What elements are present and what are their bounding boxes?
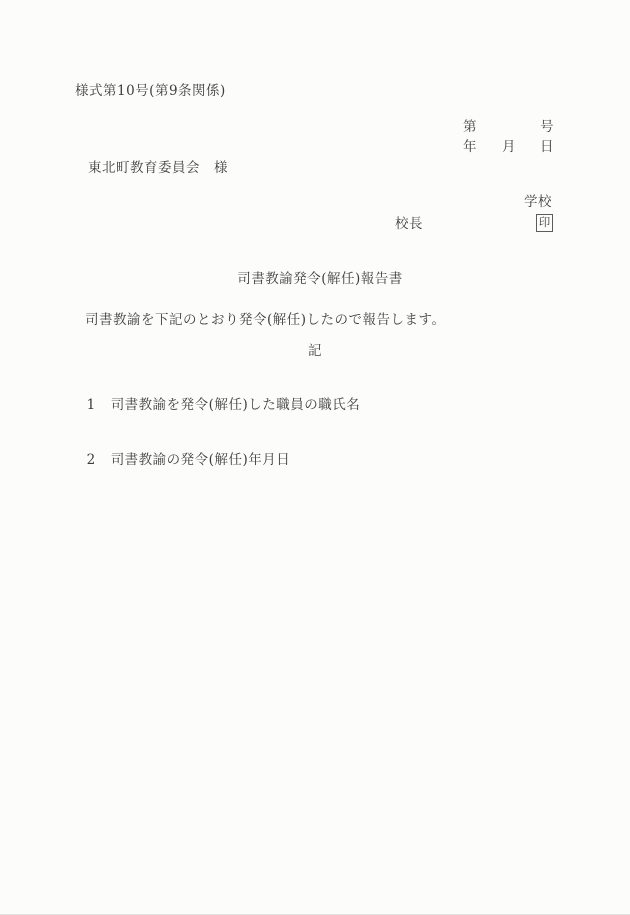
- list-item: [77, 385, 360, 412]
- doc-number-prefix: 第: [463, 119, 477, 135]
- item-number: 2: [86, 451, 96, 468]
- date-month-label: 月: [502, 139, 516, 155]
- seal-mark: 印: [538, 215, 551, 230]
- addressee: 東北町教育委員会 様: [88, 160, 228, 176]
- principal-label: 校長: [395, 216, 423, 232]
- item-text: 司書教諭の発令(解任)年月日: [110, 451, 291, 468]
- school-label: 学校: [524, 194, 552, 210]
- doc-number-suffix: 号: [540, 119, 554, 135]
- list-item: [77, 440, 290, 467]
- date-day-label: 日: [540, 139, 554, 155]
- date-year-label: 年: [463, 139, 477, 155]
- list-marker: 記: [308, 343, 322, 359]
- form-number: 様式第10号(第9条関係): [75, 83, 226, 99]
- document-title: 司書教諭発令(解任)報告書: [237, 271, 403, 287]
- body-text: 司書教諭を下記のとおり発令(解任)したので報告します。: [85, 312, 446, 328]
- item-text: 司書教諭を発令(解任)した職員の職氏名: [110, 396, 361, 413]
- seal-box: [536, 214, 553, 232]
- item-number: 1: [86, 396, 96, 413]
